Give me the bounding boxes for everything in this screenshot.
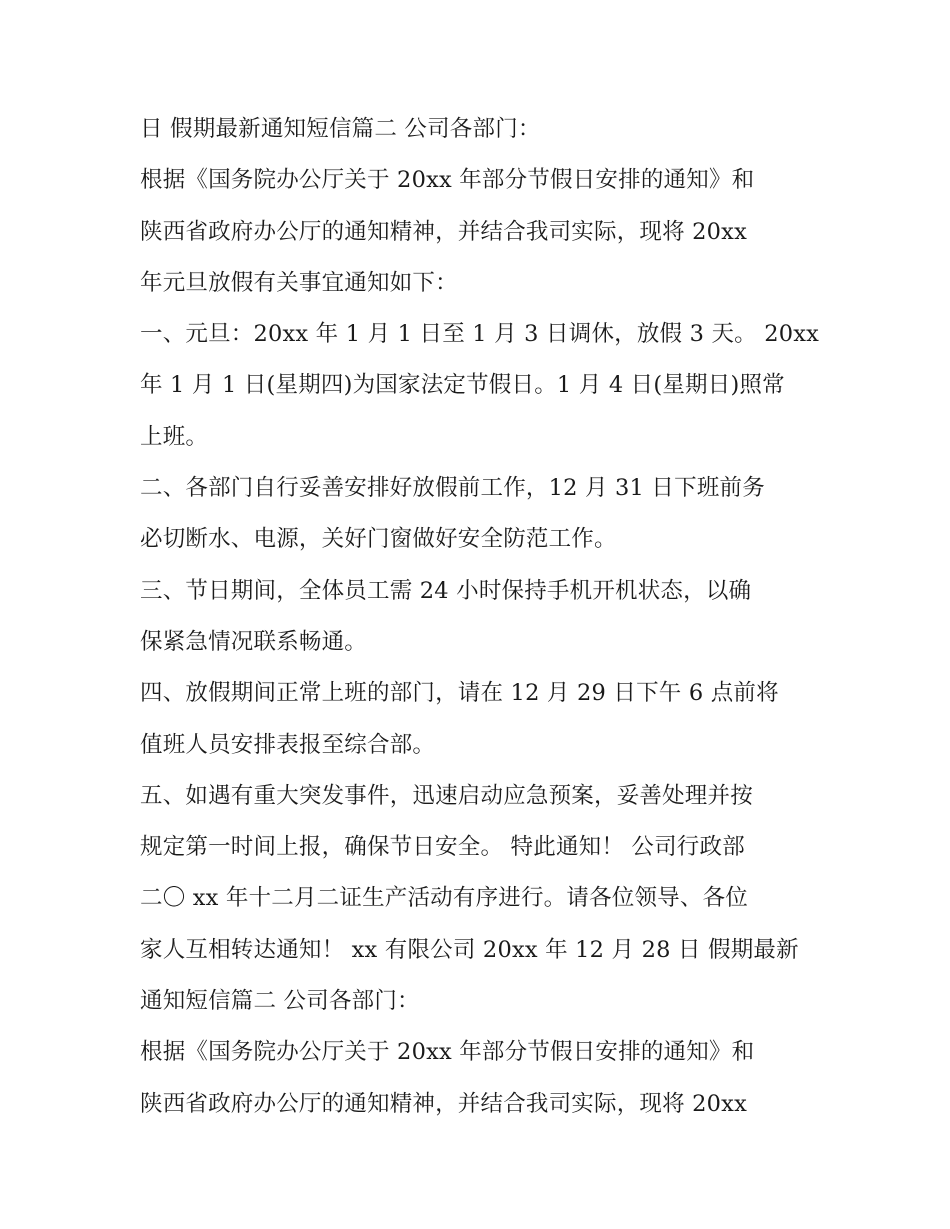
text-line: 规定第一时间上报，确保节日安全。 特此通知！ 公司行政部 (140, 834, 745, 861)
text-line: 上班。 (140, 423, 209, 450)
text-line: 值班人员安排表报至综合部。 (140, 731, 436, 758)
text-line: 二〇 xx 年十二月二证生产活动有序进行。请各位领导、各位 (140, 885, 748, 912)
text-line: 根据《国务院办公厅关于 20xx 年部分节假日安排的通知》和 (140, 1039, 755, 1066)
text-line: 必切断水、电源，关好门窗做好安全防范工作。 (140, 526, 617, 553)
text-line: 五、如遇有重大突发事件，迅速启动应急预案，妥善处理并按 (140, 782, 753, 809)
text-line: 陕西省政府办公厅的通知精神，并结合我司实际，现将 20xx (140, 1090, 747, 1117)
text-line: 通知短信篇二 公司各部门： (140, 988, 420, 1015)
text-line: 年元旦放假有关事宜通知如下： (140, 269, 458, 296)
text-line: 家人互相转达通知！ xx 有限公司 20xx 年 12 月 28 日 假期最新 (140, 936, 799, 963)
text-line: 一、元旦：20xx 年 1 月 1 日至 1 月 3 日调休，放假 3 天。 20xx (140, 321, 820, 348)
document-body (140, 104, 820, 1130)
text-line: 日 假期最新通知短信篇二 公司各部门： (140, 116, 541, 142)
text-line: 年 1 月 1 日(星期四)为国家法定节假日。1 月 4 日(星期日)照常 (140, 372, 785, 399)
text-line: 陕西省政府办公厅的通知精神，并结合我司实际，现将 20xx (140, 218, 747, 245)
text-line: 根据《国务院办公厅关于 20xx 年部分节假日安排的通知》和 (140, 167, 755, 194)
text-line: 二、各部门自行妥善安排好放假前工作，12 月 31 日下班前务 (140, 475, 765, 502)
text-line: 三、节日期间，全体员工需 24 小时保持手机开机状态，以确 (140, 577, 752, 604)
text-line: 四、放假期间正常上班的部门，请在 12 月 29 日下午 6 点前将 (140, 680, 779, 707)
text-line: 保紧急情况联系畅通。 (140, 628, 368, 655)
